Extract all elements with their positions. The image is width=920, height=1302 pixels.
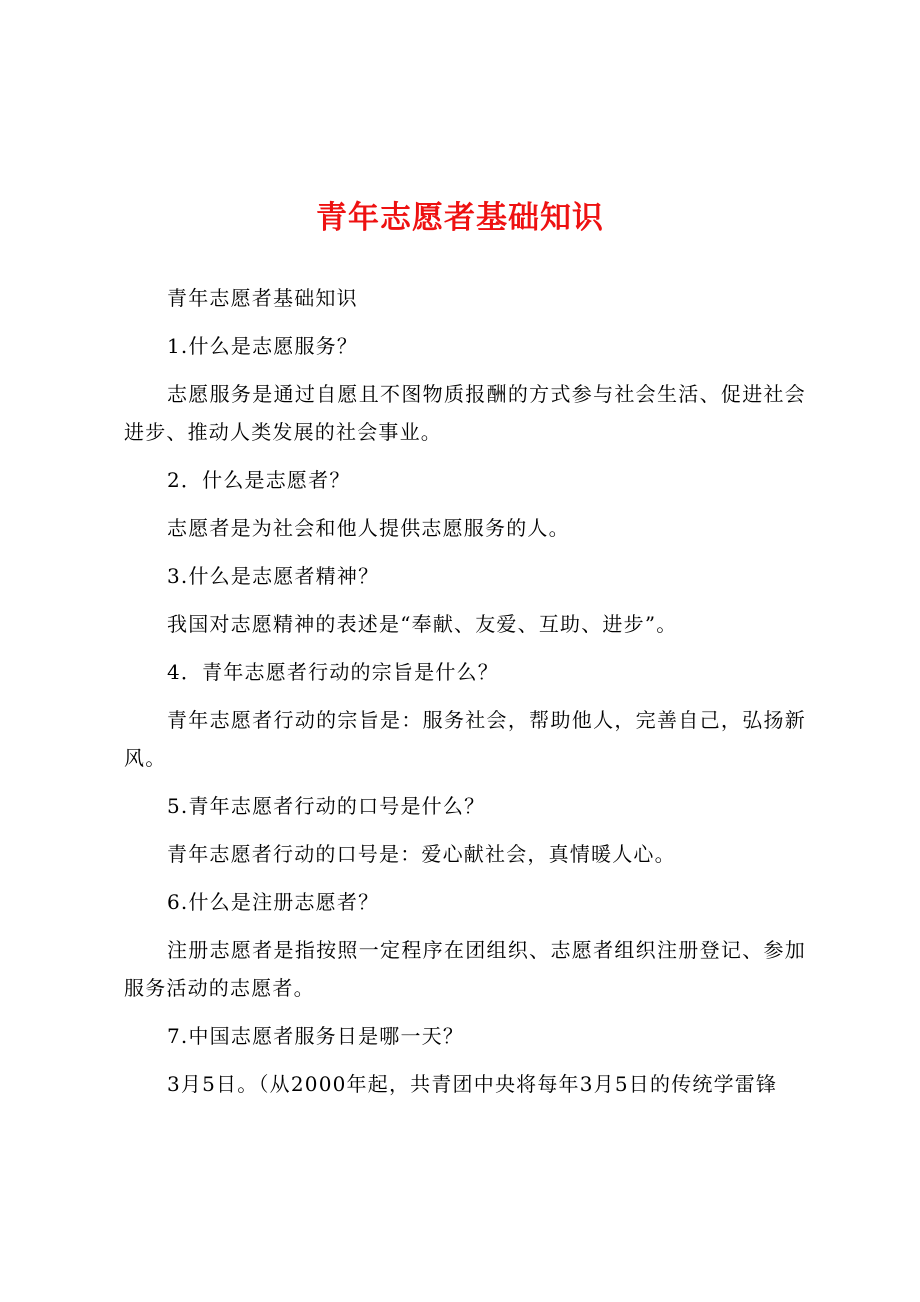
question-5: 5.青年志愿者行动的口号是什么？	[167, 794, 486, 818]
answer-6: 注册志愿者是指按照一定程序在团组织、志愿者组织注册登记、参加服务活动的志愿者。	[124, 938, 806, 1000]
question-7: 7.中国志愿者服务日是哪一天？	[167, 1024, 465, 1048]
answer-3: 我国对志愿精神的表述是“奉献、友爱、互助、进步”。	[167, 612, 678, 636]
answer-4: 青年志愿者行动的宗旨是：服务社会，帮助他人，完善自己，弘扬新风。	[124, 708, 806, 770]
document-title: 青年志愿者基础知识	[316, 200, 604, 236]
answer-7: 3月5日。（从2000年起，共青团中央将每年3月5日的传统学雷锋	[167, 1072, 778, 1096]
question-3: 3.什么是志愿者精神？	[167, 564, 380, 588]
answer-1: 志愿服务是通过自愿且不图物质报酬的方式参与社会生活、促进社会进步、推动人类发展的社会事业。	[124, 382, 806, 444]
question-4: 4．青年志愿者行动的宗旨是什么？	[167, 660, 499, 684]
question-1: 1.什么是志愿服务？	[167, 334, 359, 358]
question-6: 6.什么是注册志愿者？	[167, 890, 380, 914]
paragraph-heading: 青年志愿者基础知识	[167, 286, 358, 310]
answer-2: 志愿者是为社会和他人提供志愿服务的人。	[167, 516, 570, 540]
question-2: 2．什么是志愿者？	[167, 468, 351, 492]
document-body	[124, 279, 806, 1113]
answer-5: 青年志愿者行动的口号是：爱心献社会，真情暖人心。	[167, 842, 676, 866]
